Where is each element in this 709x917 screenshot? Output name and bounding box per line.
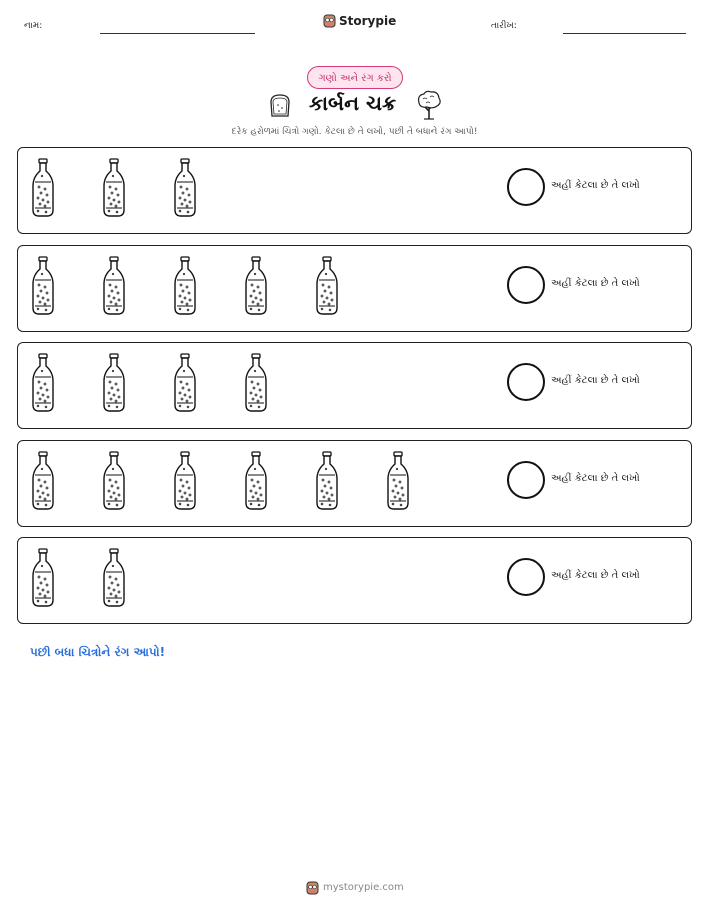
- soda-bottle-icon[interactable]: [101, 451, 127, 511]
- name-label: નામ:: [24, 21, 43, 31]
- soda-bottle-icon[interactable]: [101, 353, 127, 413]
- activity-badge: ગણો અને રંગ કરો: [307, 66, 403, 89]
- soda-bottle-icon[interactable]: [243, 451, 269, 511]
- brand-name: Storypie: [339, 13, 397, 28]
- date-label: તારીખ:: [491, 21, 517, 31]
- site-url: mystorypie.com: [323, 882, 404, 893]
- soda-bottle-icon[interactable]: [172, 451, 198, 511]
- soda-bottle-icon[interactable]: [243, 353, 269, 413]
- soda-bottle-icon[interactable]: [101, 548, 127, 608]
- footer-note: પછી બધા ચિત્રોને રંગ આપો!: [30, 645, 166, 659]
- soda-bottle-icon[interactable]: [30, 353, 56, 413]
- answer-circle[interactable]: [507, 363, 545, 401]
- soda-bottle-icon[interactable]: [243, 256, 269, 316]
- answer-circle[interactable]: [507, 266, 545, 304]
- soda-bottle-icon[interactable]: [172, 256, 198, 316]
- count-row: [17, 537, 692, 624]
- count-row: [17, 342, 692, 429]
- site-footer: [306, 880, 404, 895]
- bread-icon: [268, 92, 292, 118]
- soda-bottle-icon[interactable]: [101, 256, 127, 316]
- soda-bottle-icon[interactable]: [101, 158, 127, 218]
- answer-circle[interactable]: [507, 461, 545, 499]
- count-row: [17, 440, 692, 527]
- soda-bottle-icon[interactable]: [30, 451, 56, 511]
- worksheet-title: કાર્બન ચક્ર: [309, 91, 397, 115]
- soda-bottle-icon[interactable]: [172, 158, 198, 218]
- mascot-icon: [306, 880, 319, 895]
- answer-prompt: અહીં કેટલા છે તે લખો: [551, 278, 640, 289]
- answer-prompt: અહીં કેટલા છે તે લખો: [551, 570, 640, 581]
- instructions: દરેક હરોળમાં ચિત્રો ગણો. કેટલા છે તે લખો, પછી તે બધાને રંગ આપો!: [231, 127, 478, 137]
- answer-circle[interactable]: [507, 558, 545, 596]
- mascot-icon: [323, 13, 336, 28]
- count-row: [17, 245, 692, 332]
- answer-prompt: અહીં કેટલા છે તે લખો: [551, 473, 640, 484]
- answer-circle[interactable]: [507, 168, 545, 206]
- soda-bottle-icon[interactable]: [314, 256, 340, 316]
- answer-prompt: અહીં કેટલા છે તે લખો: [551, 180, 640, 191]
- soda-bottle-icon[interactable]: [30, 256, 56, 316]
- count-row: [17, 147, 692, 234]
- worksheet-header: [0, 0, 709, 40]
- soda-bottle-icon[interactable]: [314, 451, 340, 511]
- answer-prompt: અહીં કેટલા છે તે લખો: [551, 375, 640, 386]
- soda-bottle-icon[interactable]: [30, 158, 56, 218]
- soda-bottle-icon[interactable]: [172, 353, 198, 413]
- date-line[interactable]: [563, 33, 686, 34]
- soda-bottle-icon[interactable]: [30, 548, 56, 608]
- name-line[interactable]: [100, 33, 255, 34]
- brand-logo: [323, 13, 396, 28]
- tree-icon: [415, 89, 443, 121]
- soda-bottle-icon[interactable]: [385, 451, 411, 511]
